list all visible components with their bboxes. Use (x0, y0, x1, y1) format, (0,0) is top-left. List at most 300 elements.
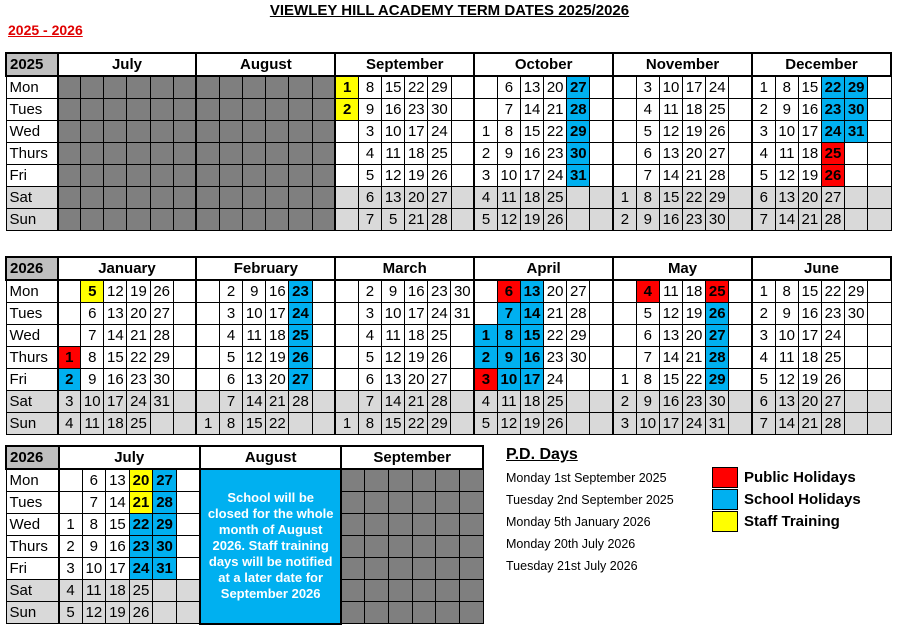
date-cell: 4 (358, 143, 381, 165)
date-cell (59, 469, 83, 492)
date-cell: 7 (358, 209, 381, 231)
date-cell (389, 492, 413, 514)
public-holiday-swatch (712, 467, 738, 488)
date-cell (289, 187, 312, 209)
day-name: Fri (6, 558, 59, 580)
date-cell: 8 (220, 413, 243, 435)
date-cell: 20 (129, 469, 153, 492)
date-cell (436, 602, 460, 624)
date-cell (845, 325, 868, 347)
date-cell (613, 121, 636, 143)
date-cell (127, 165, 150, 187)
year-label: 2026 (6, 257, 58, 280)
date-cell: 15 (520, 121, 543, 143)
date-cell: 30 (706, 209, 729, 231)
date-cell: 7 (220, 391, 243, 413)
week-row (6, 469, 483, 492)
date-cell (153, 580, 177, 602)
date-cell (81, 143, 104, 165)
date-cell: 17 (798, 121, 821, 143)
date-cell: 23 (821, 303, 844, 325)
date-cell: 16 (104, 369, 127, 391)
date-cell: 5 (81, 280, 104, 303)
date-cell (567, 187, 590, 209)
date-cell (868, 280, 891, 303)
date-cell: 25 (821, 347, 844, 369)
date-cell (220, 99, 243, 121)
date-cell: 5 (636, 303, 659, 325)
week-row (6, 165, 891, 187)
date-cell: 2 (613, 391, 636, 413)
date-cell: 11 (659, 99, 682, 121)
date-cell (312, 303, 335, 325)
date-cell: 5 (636, 121, 659, 143)
date-cell (104, 187, 127, 209)
date-cell: 28 (567, 99, 590, 121)
date-cell (81, 187, 104, 209)
date-cell: 1 (58, 347, 81, 369)
date-cell: 31 (567, 165, 590, 187)
date-cell: 27 (567, 280, 590, 303)
date-cell (459, 602, 483, 624)
date-cell (567, 413, 590, 435)
date-cell: 20 (405, 369, 428, 391)
date-cell: 13 (106, 469, 130, 492)
day-name: Sun (6, 413, 58, 435)
date-cell: 28 (428, 209, 451, 231)
week-row (6, 187, 891, 209)
date-cell: 2 (58, 369, 81, 391)
date-cell (312, 99, 335, 121)
date-cell: 18 (520, 187, 543, 209)
date-cell: 13 (659, 143, 682, 165)
date-cell (567, 391, 590, 413)
date-cell (58, 209, 81, 231)
date-cell (266, 209, 289, 231)
date-cell: 26 (428, 165, 451, 187)
date-cell: 9 (636, 391, 659, 413)
date-cell: 4 (636, 280, 659, 303)
date-cell (412, 514, 436, 536)
date-cell (335, 165, 358, 187)
date-cell (150, 121, 173, 143)
date-cell: 1 (613, 369, 636, 391)
date-cell: 28 (428, 391, 451, 413)
date-cell (590, 413, 613, 435)
date-cell (451, 391, 474, 413)
date-cell (868, 391, 891, 413)
date-cell (104, 143, 127, 165)
date-cell: 6 (358, 187, 381, 209)
date-cell: 31 (706, 413, 729, 435)
date-cell: 27 (428, 187, 451, 209)
date-cell: 27 (706, 325, 729, 347)
date-cell (173, 303, 196, 325)
legend-item-public-holidays (712, 466, 861, 488)
date-cell: 21 (798, 209, 821, 231)
date-cell (451, 209, 474, 231)
date-cell: 18 (106, 580, 130, 602)
date-cell (243, 187, 266, 209)
date-cell (474, 99, 497, 121)
date-cell: 19 (405, 347, 428, 369)
date-cell (58, 280, 81, 303)
date-cell: 25 (428, 325, 451, 347)
date-cell: 12 (382, 165, 405, 187)
date-cell: 31 (845, 121, 868, 143)
date-cell (729, 209, 752, 231)
date-cell: 28 (567, 303, 590, 325)
date-cell (613, 99, 636, 121)
date-cell: 29 (567, 325, 590, 347)
date-cell: 21 (405, 391, 428, 413)
date-cell: 6 (497, 76, 520, 99)
date-cell: 6 (81, 303, 104, 325)
date-cell: 12 (497, 413, 520, 435)
date-cell: 1 (752, 76, 775, 99)
date-cell (729, 280, 752, 303)
date-cell: 12 (659, 303, 682, 325)
date-cell (845, 391, 868, 413)
date-cell: 19 (127, 280, 150, 303)
date-cell: 23 (405, 99, 428, 121)
date-cell (176, 602, 200, 624)
date-cell (104, 209, 127, 231)
date-cell (176, 514, 200, 536)
pd-days-title: P.D. Days (506, 446, 578, 463)
date-cell: 27 (567, 76, 590, 99)
date-cell (58, 99, 81, 121)
date-cell: 16 (520, 347, 543, 369)
date-cell: 16 (405, 280, 428, 303)
date-cell (289, 143, 312, 165)
week-row (6, 413, 891, 435)
date-cell: 20 (683, 325, 706, 347)
date-cell (312, 165, 335, 187)
week-row (6, 391, 891, 413)
day-name: Mon (6, 280, 58, 303)
date-cell: 26 (544, 209, 567, 231)
date-cell: 11 (82, 580, 106, 602)
date-cell (590, 280, 613, 303)
date-cell: 16 (798, 303, 821, 325)
pd-day-item: Tuesday 21st July 2026 (506, 559, 638, 573)
date-cell: 8 (636, 369, 659, 391)
week-row (6, 143, 891, 165)
date-cell: 16 (106, 536, 130, 558)
date-cell: 12 (775, 369, 798, 391)
date-cell (266, 121, 289, 143)
date-cell: 29 (706, 369, 729, 391)
date-cell: 18 (798, 143, 821, 165)
date-cell: 9 (775, 99, 798, 121)
date-cell: 28 (821, 413, 844, 435)
date-cell (196, 391, 219, 413)
date-cell: 26 (706, 303, 729, 325)
date-cell: 13 (775, 187, 798, 209)
date-cell (613, 325, 636, 347)
date-cell: 2 (335, 99, 358, 121)
date-cell: 17 (520, 369, 543, 391)
date-cell (341, 514, 365, 536)
date-cell: 20 (683, 143, 706, 165)
legend (712, 466, 861, 532)
date-cell: 22 (405, 76, 428, 99)
date-cell: 6 (497, 280, 520, 303)
date-cell (868, 121, 891, 143)
date-cell: 29 (706, 187, 729, 209)
date-cell: 30 (428, 99, 451, 121)
date-cell: 13 (382, 187, 405, 209)
date-cell: 20 (544, 280, 567, 303)
date-cell: 22 (544, 121, 567, 143)
date-cell: 10 (243, 303, 266, 325)
date-cell (196, 165, 219, 187)
date-cell (729, 413, 752, 435)
date-cell: 25 (289, 325, 312, 347)
date-cell: 10 (775, 121, 798, 143)
date-cell (365, 558, 389, 580)
date-cell: 19 (798, 165, 821, 187)
date-cell (590, 143, 613, 165)
date-cell (173, 187, 196, 209)
date-cell: 24 (289, 303, 312, 325)
date-cell: 24 (129, 558, 153, 580)
date-cell: 4 (752, 143, 775, 165)
date-cell: 7 (497, 303, 520, 325)
date-cell: 19 (683, 121, 706, 143)
date-cell: 14 (775, 209, 798, 231)
date-cell: 9 (636, 209, 659, 231)
date-cell: 20 (127, 303, 150, 325)
date-cell: 8 (775, 76, 798, 99)
date-cell (81, 209, 104, 231)
date-cell: 24 (821, 325, 844, 347)
date-cell: 29 (428, 76, 451, 99)
date-cell: 22 (821, 76, 844, 99)
month-header: March (335, 257, 474, 280)
date-cell (729, 187, 752, 209)
date-cell: 11 (659, 280, 682, 303)
date-cell: 24 (428, 303, 451, 325)
date-cell: 14 (659, 347, 682, 369)
date-cell (590, 76, 613, 99)
date-cell: 16 (659, 391, 682, 413)
date-cell (173, 325, 196, 347)
date-cell: 23 (428, 280, 451, 303)
date-cell (389, 558, 413, 580)
day-name: Wed (6, 514, 59, 536)
date-cell: 31 (451, 303, 474, 325)
date-cell: 27 (153, 469, 177, 492)
date-cell: 20 (798, 187, 821, 209)
date-cell: 27 (821, 391, 844, 413)
date-cell: 5 (358, 347, 381, 369)
date-cell: 20 (266, 369, 289, 391)
date-cell (590, 347, 613, 369)
date-cell (436, 514, 460, 536)
date-cell: 26 (289, 347, 312, 369)
date-cell (266, 165, 289, 187)
date-cell (436, 558, 460, 580)
date-cell (729, 165, 752, 187)
date-cell: 15 (520, 325, 543, 347)
date-cell (127, 121, 150, 143)
date-cell: 10 (775, 325, 798, 347)
date-cell: 9 (82, 536, 106, 558)
date-cell: 23 (129, 536, 153, 558)
date-cell: 23 (683, 209, 706, 231)
date-cell (845, 347, 868, 369)
day-name: Tues (6, 303, 58, 325)
date-cell (173, 99, 196, 121)
date-cell: 21 (798, 413, 821, 435)
date-cell: 15 (798, 76, 821, 99)
date-cell (412, 469, 436, 492)
date-cell: 26 (706, 121, 729, 143)
date-cell: 16 (382, 99, 405, 121)
date-cell: 28 (289, 391, 312, 413)
date-cell (312, 187, 335, 209)
date-cell: 6 (636, 325, 659, 347)
legend-label: Public Holidays (744, 468, 856, 486)
date-cell: 6 (82, 469, 106, 492)
date-cell: 24 (821, 121, 844, 143)
date-cell: 3 (752, 325, 775, 347)
date-cell: 10 (382, 303, 405, 325)
date-cell (729, 325, 752, 347)
day-name: Tues (6, 492, 59, 514)
month-header: February (196, 257, 335, 280)
date-cell (176, 536, 200, 558)
date-cell: 9 (497, 347, 520, 369)
date-cell (81, 165, 104, 187)
pd-days-panel (506, 446, 674, 577)
date-cell: 9 (358, 99, 381, 121)
date-cell: 6 (220, 369, 243, 391)
legend-label: School Holidays (744, 490, 861, 508)
date-cell (590, 369, 613, 391)
date-cell (365, 469, 389, 492)
date-cell: 16 (266, 280, 289, 303)
day-name: Wed (6, 325, 58, 347)
month-header: September (335, 53, 474, 76)
date-cell: 30 (451, 280, 474, 303)
date-cell (312, 143, 335, 165)
date-cell (127, 187, 150, 209)
day-name: Tues (6, 99, 58, 121)
date-cell: 27 (150, 303, 173, 325)
date-cell: 27 (289, 369, 312, 391)
date-cell (196, 280, 219, 303)
date-cell: 14 (382, 391, 405, 413)
date-cell (474, 280, 497, 303)
date-cell (451, 347, 474, 369)
date-cell (312, 347, 335, 369)
date-cell (590, 209, 613, 231)
date-cell (312, 325, 335, 347)
date-cell: 10 (636, 413, 659, 435)
week-row (6, 76, 891, 99)
date-cell: 26 (428, 347, 451, 369)
date-cell (868, 347, 891, 369)
date-cell (243, 121, 266, 143)
date-cell: 18 (798, 347, 821, 369)
date-cell: 30 (567, 347, 590, 369)
day-name: Sat (6, 391, 58, 413)
date-cell (335, 391, 358, 413)
date-cell (845, 143, 868, 165)
date-cell: 25 (706, 280, 729, 303)
date-cell: 19 (520, 209, 543, 231)
date-cell: 22 (683, 187, 706, 209)
week-row (6, 209, 891, 231)
date-cell: 7 (752, 209, 775, 231)
date-cell (312, 391, 335, 413)
day-name: Mon (6, 469, 59, 492)
date-cell: 3 (220, 303, 243, 325)
date-cell (451, 99, 474, 121)
date-cell (451, 325, 474, 347)
date-cell: 5 (474, 413, 497, 435)
date-cell: 21 (129, 492, 153, 514)
day-name: Thurs (6, 536, 59, 558)
date-cell (613, 165, 636, 187)
date-cell: 18 (405, 143, 428, 165)
date-cell: 10 (81, 391, 104, 413)
date-cell (173, 413, 196, 435)
date-cell (196, 76, 219, 99)
date-cell: 4 (220, 325, 243, 347)
week-row (6, 280, 891, 303)
date-cell (243, 99, 266, 121)
date-cell: 2 (474, 143, 497, 165)
date-cell: 15 (798, 280, 821, 303)
date-cell: 12 (382, 347, 405, 369)
date-cell: 13 (243, 369, 266, 391)
date-cell: 7 (752, 413, 775, 435)
month-header: October (474, 53, 613, 76)
date-cell (176, 558, 200, 580)
date-cell (590, 325, 613, 347)
date-cell: 12 (497, 209, 520, 231)
date-cell: 19 (106, 602, 130, 624)
date-cell: 26 (150, 280, 173, 303)
date-cell: 24 (428, 121, 451, 143)
date-cell (868, 303, 891, 325)
date-cell (389, 514, 413, 536)
date-cell: 6 (358, 369, 381, 391)
day-name: Sun (6, 209, 58, 231)
date-cell (389, 469, 413, 492)
date-cell: 12 (659, 121, 682, 143)
date-cell: 7 (497, 99, 520, 121)
date-cell: 22 (821, 280, 844, 303)
date-cell (150, 209, 173, 231)
date-cell (868, 165, 891, 187)
legend-item-staff-training (712, 510, 861, 532)
date-cell (335, 121, 358, 143)
date-cell (58, 165, 81, 187)
date-cell (150, 187, 173, 209)
date-cell: 11 (775, 347, 798, 369)
date-cell: 10 (659, 76, 682, 99)
date-cell (150, 413, 173, 435)
date-cell (335, 369, 358, 391)
day-name: Sun (6, 602, 59, 624)
date-cell: 1 (474, 325, 497, 347)
date-cell: 15 (243, 413, 266, 435)
